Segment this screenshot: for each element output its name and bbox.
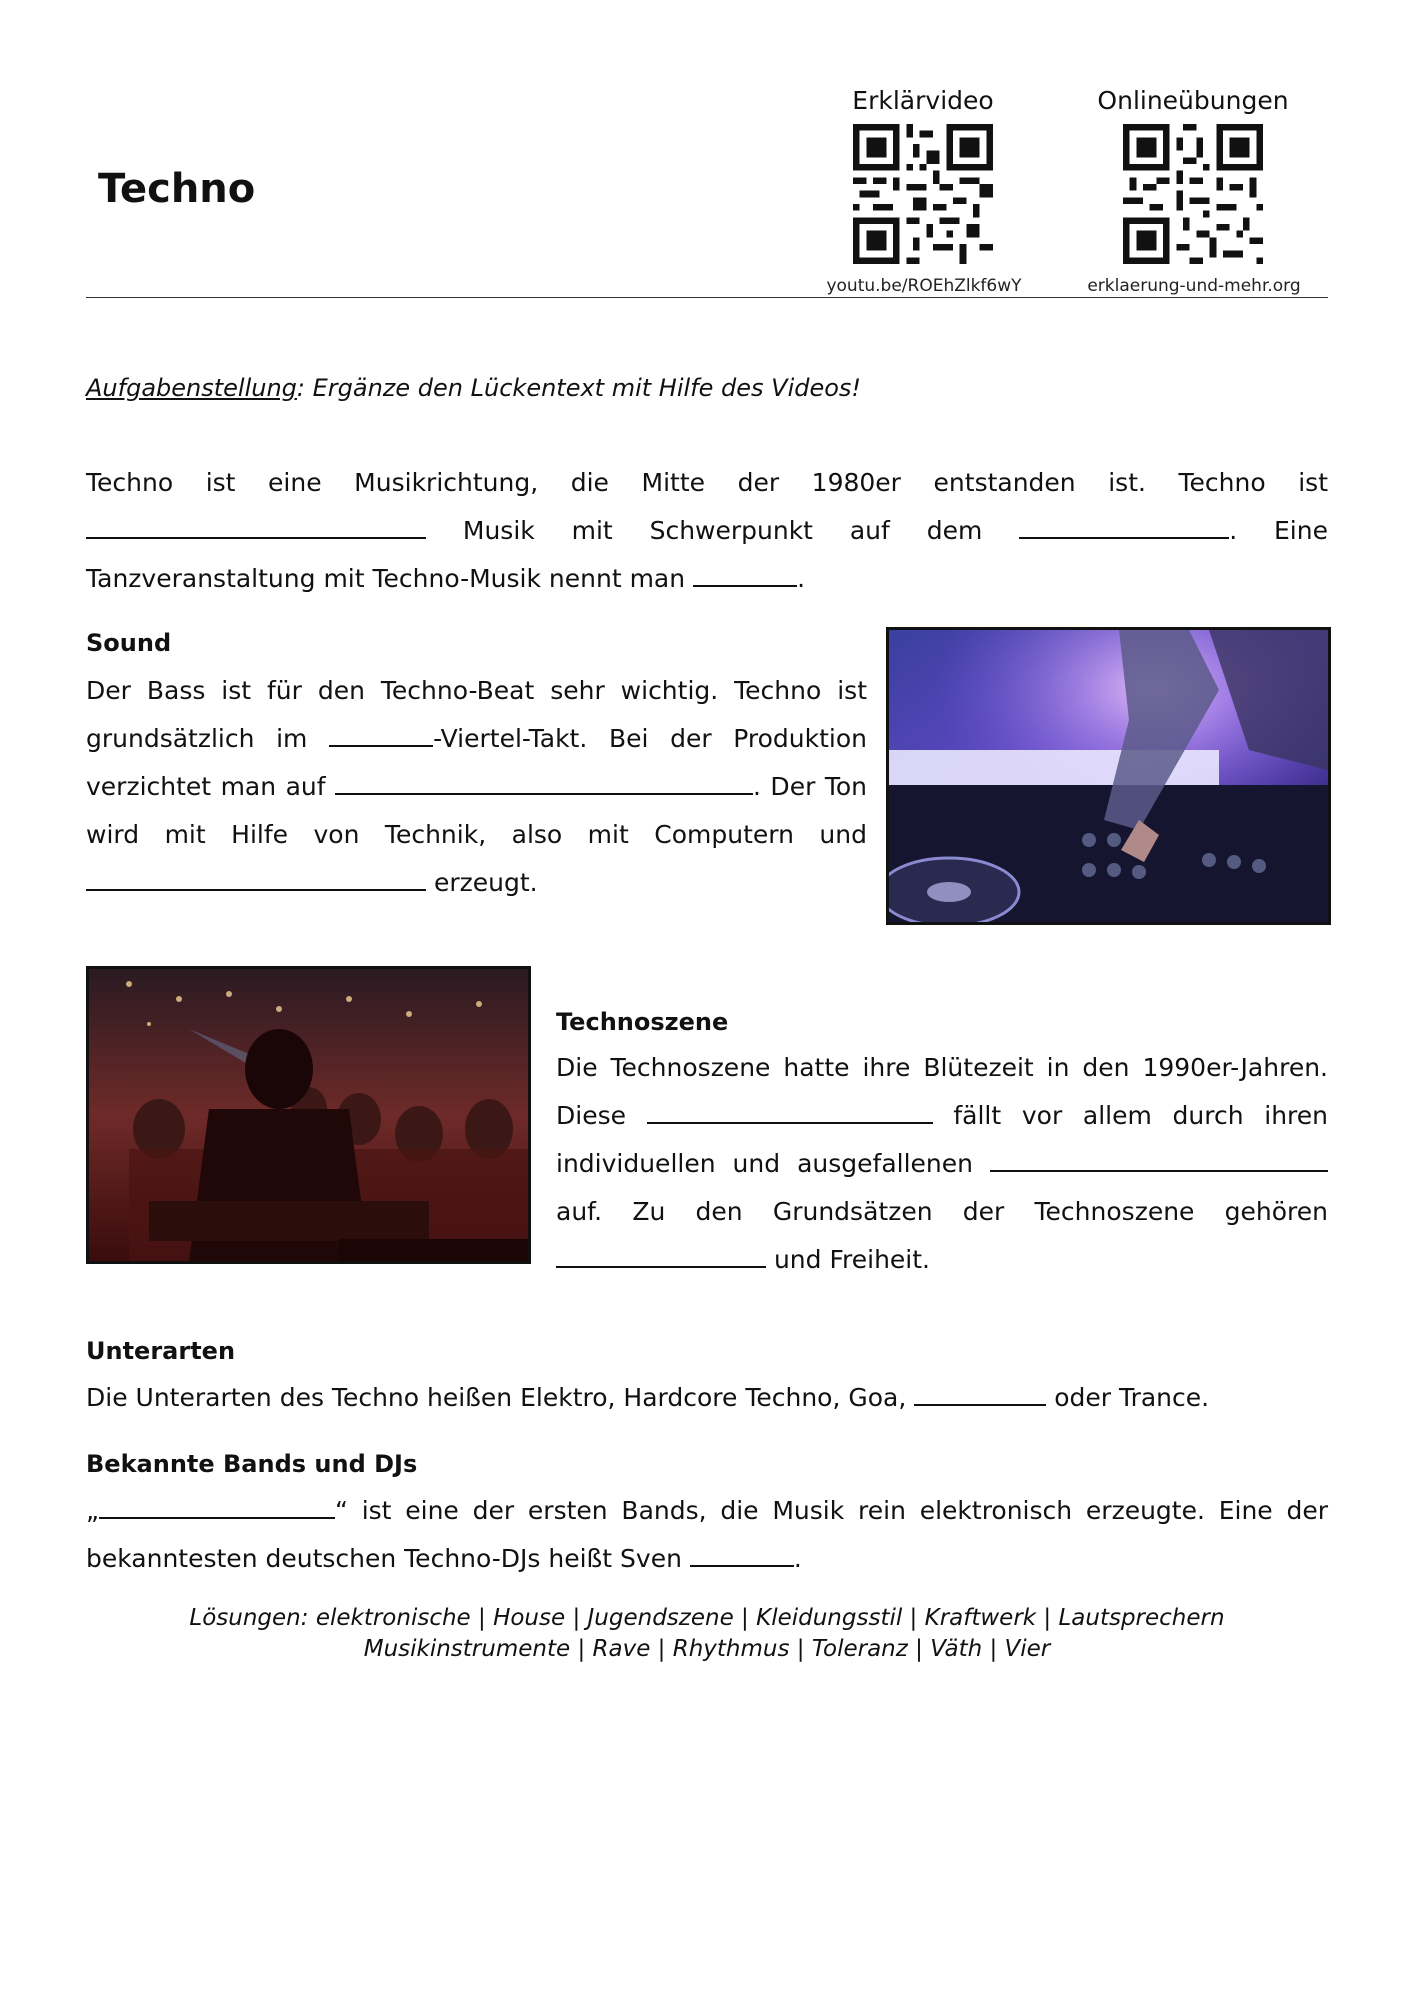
dj-crowd-photo: [86, 966, 531, 1264]
intro-text-1: Techno ist eine Musikrichtung, die Mitte der 1980er entstanden ist. Techno ist: [86, 468, 1328, 497]
video-qr-code-icon[interactable]: [853, 124, 993, 264]
bands-heading: Bekannte Bands und DJs: [86, 1450, 418, 1478]
szene-paragraph: [556, 1044, 1328, 1284]
szene-text-2: fällt vor allem durch ihren individuellen und ausgefallenen: [556, 1101, 1328, 1178]
blank-bands-2[interactable]: [690, 1537, 794, 1567]
task-label: Aufgabenstellung: [86, 374, 297, 402]
blank-szene-2[interactable]: [990, 1142, 1328, 1172]
unterarten-text-2: oder Trance.: [1054, 1383, 1210, 1412]
unterarten-text-1: Die Unterarten des Techno heißen Elektro, Hardcore Techno, Goa,: [86, 1383, 907, 1412]
exercise-url[interactable]: erklaerung-und-mehr.org: [1087, 276, 1301, 296]
blank-sound-1[interactable]: [329, 717, 433, 747]
blank-intro-2[interactable]: [1019, 509, 1229, 539]
blank-intro-3[interactable]: [693, 557, 797, 587]
intro-text-2: Musik mit Schwerpunkt auf dem: [462, 516, 983, 545]
exercise-qr-code-icon[interactable]: [1123, 124, 1263, 264]
sound-heading: Sound: [86, 629, 172, 657]
video-url[interactable]: youtu.be/ROEhZlkf6wY: [826, 276, 1022, 296]
sound-text-3: . Der Ton wird mit Hilfe von Technik, also mit Computern und: [86, 772, 867, 849]
blank-intro-1[interactable]: [86, 509, 426, 539]
sound-text-4: erzeugt.: [433, 868, 538, 897]
exercise-label: Onlineübungen: [1097, 86, 1289, 115]
sound-paragraph: [86, 667, 867, 907]
bands-open-quote: „: [86, 1496, 99, 1525]
blank-bands-1[interactable]: [99, 1489, 335, 1519]
video-label: Erklärvideo: [852, 86, 994, 115]
task-instruction: [86, 374, 861, 402]
intro-paragraph: [86, 459, 1328, 603]
page-title: Techno: [98, 166, 256, 212]
blank-unterarten[interactable]: [914, 1376, 1046, 1406]
task-text: : Ergänze den Lückentext mit Hilfe des Videos!: [296, 374, 862, 402]
szene-text-4: und Freiheit.: [773, 1245, 930, 1274]
intro-text-3: . Eine Tanzveranstaltung mit Techno-Musik nennt man: [86, 516, 1328, 593]
szene-text-3: auf. Zu den Grundsätzen der Technoszene gehören: [556, 1197, 1328, 1226]
blank-szene-1[interactable]: [647, 1094, 933, 1124]
blank-sound-3[interactable]: [86, 861, 426, 891]
unterarten-heading: Unterarten: [86, 1337, 236, 1365]
szene-heading: Technoszene: [556, 1008, 729, 1036]
sound-text-2: -Viertel-Takt. Bei der Produktion verzichtet man auf: [86, 724, 867, 801]
sound-text-1: Der Bass ist für den Techno-Beat sehr wichtig. Techno ist grundsätzlich im: [86, 676, 867, 753]
solutions-line-2: Musikinstrumente | Rave | Rhythmus | Toleranz | Väth | Vier: [363, 1636, 1051, 1662]
intro-text-4: .: [797, 564, 806, 593]
bands-text-1: “ ist eine der ersten Bands, die Musik rein elektronisch erzeugte. Eine der bekanntesten deutschen Techno-DJs heißt Sven: [86, 1496, 1328, 1573]
bands-paragraph: [86, 1487, 1328, 1583]
solutions-line-1: Lösungen: elektronische | House | Jugendszene | Kleidungsstil | Kraftwerk | Lautsprechern: [189, 1605, 1225, 1631]
header-divider: [86, 297, 1328, 298]
blank-sound-2[interactable]: [335, 765, 753, 795]
szene-text-1: Die Technoszene hatte ihre Blütezeit in den 1990er-Jahren. Diese: [556, 1053, 1328, 1130]
unterarten-paragraph: [86, 1374, 1328, 1422]
dj-mixer-photo: [886, 627, 1331, 925]
blank-szene-3[interactable]: [556, 1238, 766, 1268]
bands-text-2: .: [793, 1544, 802, 1573]
